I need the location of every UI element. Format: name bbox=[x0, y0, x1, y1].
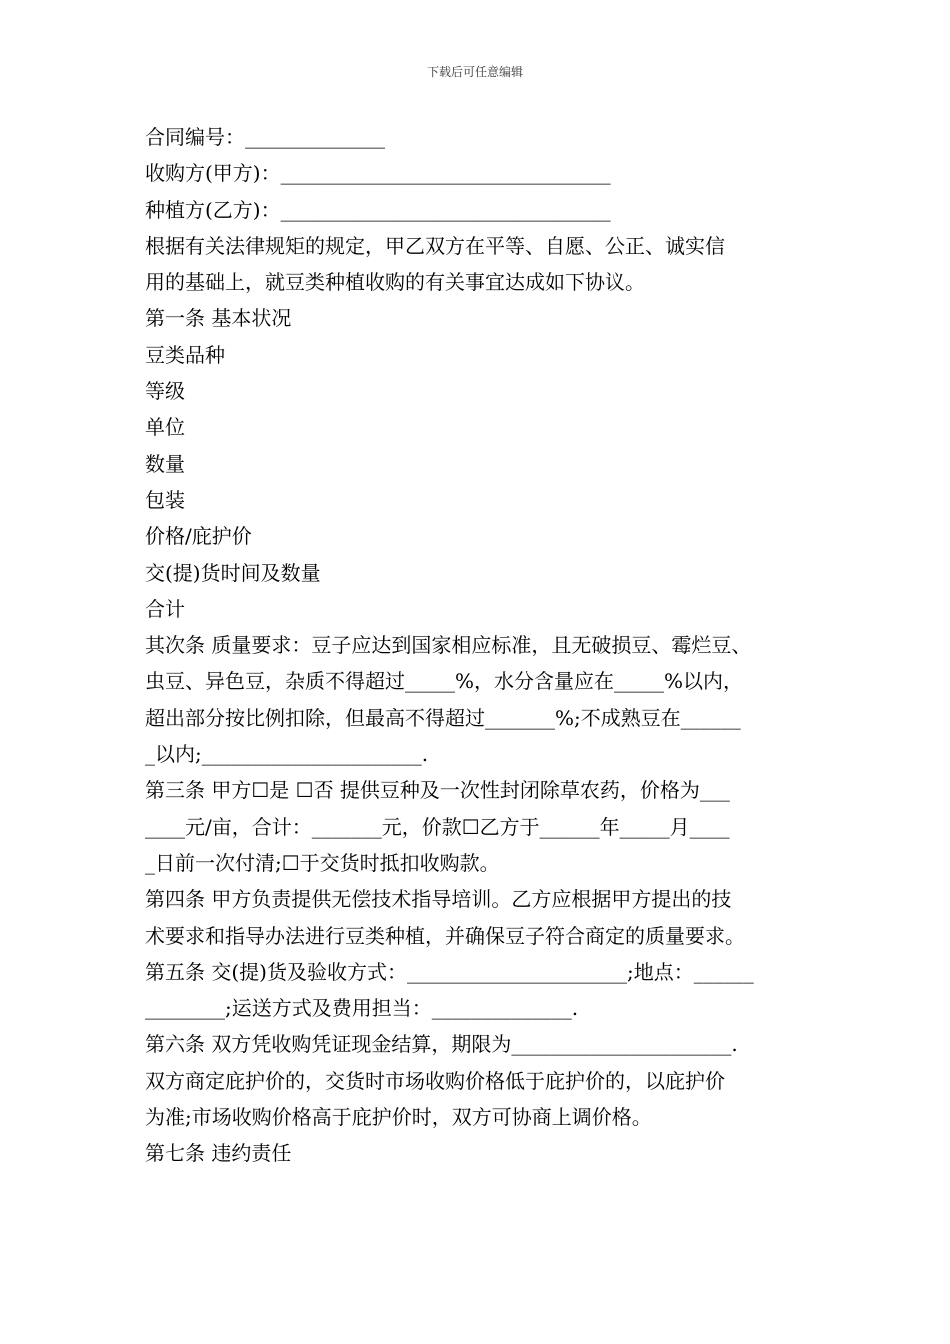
article-1-heading: 第一条 基本状况 bbox=[145, 306, 292, 331]
article-4-line-1: 第四条 甲方负责提供无偿技术指导培训。乙方应根据甲方提出的技 bbox=[145, 887, 732, 912]
preamble-line-2: 用的基础上，就豆类种植收购的有关事宜达成如下协议。 bbox=[145, 270, 645, 295]
article-6-line-2: 双方商定庇护价的，交货时市场收购价格低于庇护价的，以庇护价 bbox=[145, 1068, 725, 1093]
article-5-line-2: ________;运送方式及费用担当：______________. bbox=[145, 996, 579, 1021]
item-grade: 等级 bbox=[145, 379, 185, 404]
article-2-line-3: 超出部分按比例扣除，但最高不得超过_______%;不成熟豆在______ bbox=[145, 705, 741, 730]
document-body bbox=[145, 119, 810, 1172]
item-variety: 豆类品种 bbox=[145, 342, 225, 367]
preamble-line-1: 根据有关法律规矩的规定，甲乙双方在平等、自愿、公正、诚实信 bbox=[145, 233, 725, 258]
item-quantity: 数量 bbox=[145, 451, 185, 476]
article-3-line-2: ____元/亩，合计：_______元，价款☐乙方于______年_____月____ bbox=[145, 814, 730, 839]
article-5-line-1: 第五条 交(提)货及验收方式：______________________;地点：______ bbox=[145, 959, 754, 984]
item-unit: 单位 bbox=[145, 415, 185, 440]
article-2-line-1: 其次条 质量要求：豆子应达到国家相应标准，且无破损豆、霉烂豆、 bbox=[145, 633, 752, 658]
article-7-heading: 第七条 违约责任 bbox=[145, 1141, 292, 1166]
contract-number-line: 合同编号：______________ bbox=[145, 125, 385, 149]
item-delivery-time: 交(提)货时间及数量 bbox=[145, 560, 321, 585]
item-total: 合计 bbox=[145, 596, 185, 621]
article-2-line-2: 虫豆、异色豆，杂质不得超过_____%，水分含量应在_____%以内， bbox=[145, 669, 744, 694]
item-price: 价格/庇护价 bbox=[145, 524, 252, 549]
buyer-party-line: 收购方(甲方)：_________________________________ bbox=[145, 161, 611, 186]
article-3-line-1: 第三条 甲方☐是 ☐否 提供豆种及一次性封闭除草农药，价格为___ bbox=[145, 778, 730, 803]
page-header: 下载后可任意编辑 bbox=[426, 65, 523, 79]
article-6-line-3: 为准;市场收购价格高于庇护价时，双方可协商上调价格。 bbox=[145, 1105, 652, 1130]
article-3-line-3: _日前一次付清;☐于交货时抵扣收购款。 bbox=[145, 850, 500, 875]
article-2-line-4: _以内;______________________. bbox=[145, 742, 429, 767]
item-packaging: 包装 bbox=[145, 487, 185, 512]
grower-party-line: 种植方(乙方)：_________________________________ bbox=[145, 197, 611, 222]
article-4-line-2: 术要求和指导办法进行豆类种植，并确保豆子符合商定的质量要求。 bbox=[145, 923, 745, 948]
article-6-line-1: 第六条 双方凭收购凭证现金结算，期限为______________________. bbox=[145, 1032, 738, 1057]
